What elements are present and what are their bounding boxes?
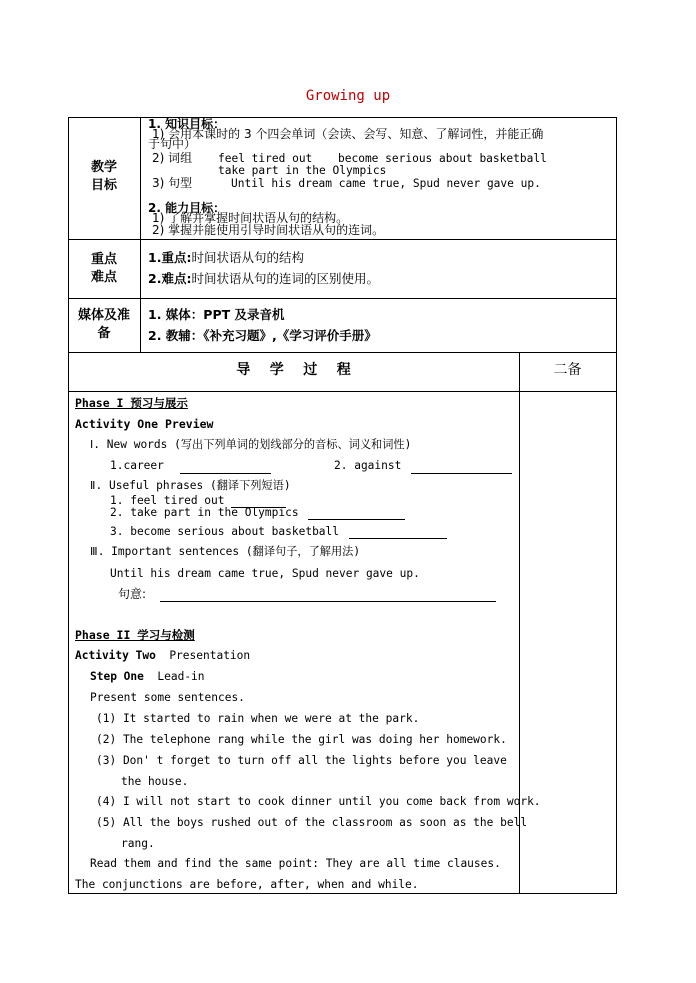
row-divider-objectives (68, 239, 617, 240)
answer-blank[interactable] (349, 538, 447, 539)
objective-k2-phrase3: take part in the Olympics (218, 164, 387, 177)
answer-blank[interactable] (180, 473, 271, 474)
phase2-activity-label: Activity Two (75, 649, 156, 662)
difficult-point-label: 2.难点: (148, 271, 192, 286)
phase1-s1-item1: 1.career (110, 459, 164, 472)
objective-k3-prefix: 3) 句型 (152, 176, 193, 190)
document-title: Growing up (305, 88, 391, 104)
objective-a1: 1) 了解并掌握时间状语从句的结构。 (152, 211, 349, 225)
key-point (148, 251, 304, 265)
phase1-s2-item2: 2. take part in the Olympics (110, 506, 299, 519)
phase2-activity-name: Presentation (169, 649, 251, 662)
row-divider-process-header (68, 391, 617, 392)
phase2-step-name: Lead-in (157, 670, 205, 683)
phase2-activity (75, 649, 250, 663)
media-item-1: 1. 媒体：PPT 及录音机 (148, 307, 285, 322)
phase2-sentence: (5) All the boys rushed out of the classroom as soon as the bell (96, 816, 528, 829)
row-divider-media (68, 352, 617, 353)
answer-blank[interactable] (160, 601, 496, 602)
phase2-sentence: (3) Don' t forget to turn off all the lights before you leave (96, 754, 507, 767)
phase2-step (90, 670, 205, 684)
second-prep-column-divider (519, 352, 520, 893)
objective-k2-phrase2: become serious about basketball (338, 152, 547, 165)
keypoints-label: 重点 难点 (90, 252, 117, 285)
phase2-conclusion-2: The conjunctions are before, after, when and while. (75, 878, 419, 891)
key-point-text: 时间状语从句的结构 (191, 250, 304, 265)
objective-k3-sentence: Until his dream came true, Spud never gave up. (231, 177, 541, 190)
objective-k1: 1) 会用本课时的 3 个四会单词（会读、会写、知意、了解词性，并能正确 (152, 127, 544, 141)
media-item-2: 2. 教辅：《补充习题》,《学习评价手册》 (148, 328, 377, 343)
phase2-conclusion-1: Read them and find the same point: They are all time clauses. (90, 857, 501, 870)
phase2-sentence: (4) I will not start to cook dinner until you come back from work. (96, 795, 541, 808)
objectives-label: 教学 目标 (90, 160, 117, 193)
phase2-step-label: Step One (90, 670, 144, 683)
phase2-intro: Present some sentences. (90, 691, 245, 704)
phase2-sentence: the house. (121, 775, 189, 788)
phase2-sentence: (2) The telephone rang while the girl was doing her homework. (96, 733, 507, 746)
phase2-title: Phase II 学习与检测 (75, 628, 195, 642)
difficult-point-text: 时间状语从句的连词的区别使用。 (191, 271, 379, 286)
knowledge-heading: 1. 知识目标： (148, 117, 226, 131)
label-column-divider (140, 117, 141, 352)
objective-k2-prefix: 2) 词组 (152, 151, 193, 165)
table-border-bottom (68, 893, 617, 894)
phase1-s3-meaning: 句意: (118, 587, 147, 601)
phase1-s1-item2: 2. against (334, 459, 402, 472)
phase1-title: Phase I 预习与展示 (75, 396, 188, 410)
table-border-right (616, 117, 617, 894)
objective-k2-phrase1: feel tired out (218, 152, 313, 165)
row-divider-keypoints (68, 298, 617, 299)
table-border-left (68, 117, 69, 894)
lesson-plan-table (68, 117, 617, 894)
phase1-s2-item1: 1. feel tired out (110, 494, 225, 507)
media-label: 媒体及准 备 (77, 308, 130, 341)
phase1-s2-item3: 3. become serious about basketball (110, 525, 340, 538)
objective-a2: 2) 掌握并能使用引导时间状语从句的连词。 (152, 223, 385, 237)
ability-heading: 2. 能力目标： (148, 201, 226, 215)
phase1-s3-sentence: Until his dream came true, Spud never gave up. (110, 567, 420, 580)
phase1-section-3: Ⅲ. Important sentences (翻译句子，了解用法) (90, 545, 361, 558)
phase2-sentence: (1) It started to rain when we were at the park. (96, 712, 420, 725)
process-header: 导 学 过 程 (236, 362, 351, 378)
objective-k1-cont: 于句中） (148, 137, 197, 151)
second-prep-header: 二备 (553, 362, 582, 378)
answer-blank[interactable] (308, 519, 405, 520)
key-point-label: 1.重点: (148, 250, 192, 265)
difficult-point (148, 272, 379, 286)
phase1-activity: Activity One Preview (75, 417, 214, 431)
phase1-section-2: Ⅱ. Useful phrases (翻译下列短语) (90, 479, 291, 492)
phase2-sentence: rang. (121, 837, 155, 850)
answer-blank[interactable] (411, 473, 512, 474)
phase1-section-1: Ⅰ. New words (写出下列单词的划线部分的音标、词义和词性) (90, 438, 412, 451)
